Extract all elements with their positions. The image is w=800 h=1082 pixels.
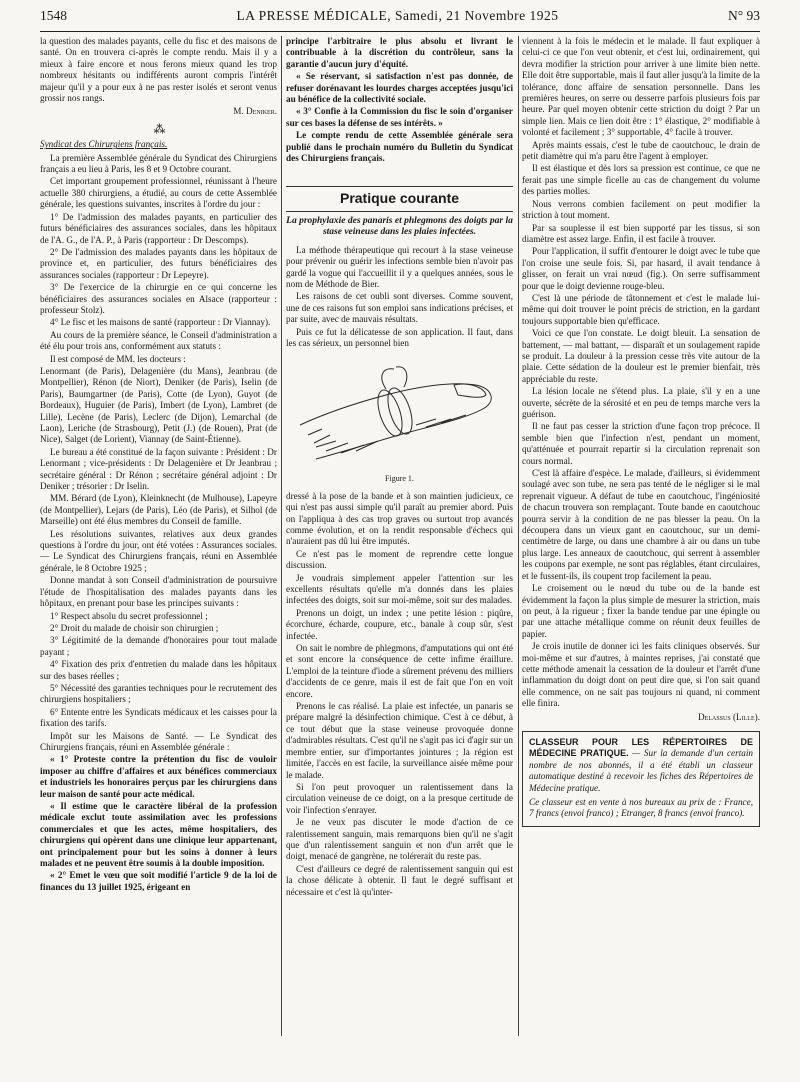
paragraph: Cet important groupement professionnel, réunissant à l'heure actuelle 380 chirurgiens, a étudié, au cours de cette Assemblée générale, les questions suivantes, inscrites à l'ordre du jour :: [40, 176, 277, 210]
paragraph: « 2° Emet le vœu que soit modifié l'article 9 de la loi de finances du 13 juillet 1925, érigeant en: [40, 870, 277, 892]
article-title: La prophylaxie des panaris et phlegmons des doigts par la stase veineuse dans les plaies infectées.: [286, 215, 513, 238]
paragraph: Le compte rendu de cette Assemblée générale sera publié dans le prochain numéro du Bulletin du Syndicat des Chirurgiens français.: [286, 130, 513, 164]
paragraph: « Il estime que le caractère libéral de la profession médicale exclut toute assimilation avec les professions commerciales et que les actes, même hospitaliers, des chirurgiens qui opèrent dans une clinique leur appartenant, ont principalement pour but les soins à donner à leurs malades et ne peuvent être soumis à la double imposition.: [40, 801, 277, 869]
paragraph: Voici ce que l'on constate. Le doigt bleuit. La sensation de battement, — mal battant, — disparaît et un soulagement rapide se produit. La douleur à la pression cesse très vite autour de la plaie. Cette sédation de la douleur est le premier bienfait, très appréciable du reste.: [522, 328, 760, 384]
paragraph: La lésion locale ne s'étend plus. La plaie, s'il y en a une ouverte, sécrète de la sérosité et en peu de temps marche vers la guérison.: [522, 386, 760, 419]
paragraph: Les résolutions suivantes, relatives aux deux grandes questions à l'ordre du jour, ont été votées : Assurances sociales. — Le Syndicat des Chirurgiens français, réuni en Assemblée générale, le 8 Octobre 1925 ;: [40, 528, 277, 573]
notice-title: CLASSEUR POUR LES RÉPERTOIRES DE MÉDECINE PRATIQUE.: [529, 736, 753, 759]
paragraph: Je ne veux pas discuter le mode d'action de ce ralentissement sanguin, mais remarquons bien qu'il ne s'agit que d'un ralentissement sanguin et non d'un arrêt que le doigt, menacé de gangrène, ne tolérerait du reste pas.: [286, 817, 513, 862]
notice-box: [522, 731, 760, 827]
asterism-divider: ⁂: [153, 121, 164, 136]
paragraph: Nous verrons combien facilement on peut modifier la striction à tout moment.: [522, 198, 760, 221]
paragraph: Puis ce fut la délicatesse de son application. Il faut, dans les cas sérieux, un personnel bien: [286, 326, 513, 348]
paragraph: « Se réservant, si satisfaction n'est pas donnée, de refuser dorénavant les lourdes charges acceptées jusqu'ici au bénéfice de la collectivité sociale.: [286, 71, 513, 105]
paragraph: On sait le nombre de phlegmons, d'amputations qui ont été et sont encore la conséquence de cette infime éraillure. L'emploi de la teinture d'iode a sûrement prévenu des milliers d'accidents de ce genre, mais il est de fait que l'on en voit encore.: [286, 643, 513, 699]
agenda-item: 2° De l'admission des malades payants dans les hôpitaux de province et, en particulier, des futurs bénéficiaires des assurances sociales (rapporteur : Dr Lepeyre).: [40, 246, 277, 280]
paragraph: Les raisons de cet oubli sont diverses. Comme souvent, une de ces raisons fut son emploi sans indications précises, et par suite, avec de mauvais résultats.: [286, 291, 513, 325]
finger-with-tube-icon: [286, 355, 513, 471]
figure-finger-illustration: [286, 355, 513, 471]
paragraph: C'est là une période de tâtonnement et c'est le malade lui-même qui doit trouver le point précis de striction, en la gardant toujours supportable bien qu'efficace.: [522, 292, 760, 326]
column-1: [40, 36, 277, 894]
paragraph: viennent à la fois le médecin et le malade. Il faut expliquer à celui-ci ce que l'on veut obtenir, et c'est lui, ordinairement, qui devra modifier la striction pour arriver à une limite bien nette. Elle doit être supportable, mais il faut aller jusqu'à la limite de la tolérance, donc affaire de sensation personnelle. Dans les premières heures, on serre ou desserre parfois plusieurs fois par heure. Par quel moyen obtenir cette striction du doigt ? Par un simple lien. Mais ce lien doit être : 1° élastique, 2° modifiable à volonté et facilement ; 3° supportable, 4° facile à trouver.: [522, 36, 760, 138]
section-title: Pratique courante: [286, 186, 513, 211]
paragraph: La première Assemblée générale du Syndicat des Chirurgiens français a eu lieu à Paris, les 8 et 9 Octobre courant.: [40, 152, 277, 175]
column-2: [286, 36, 513, 899]
paragraph: MM. Bérard (de Lyon), Kleinknecht (de Mulhouse), Lapeyre (de Montpellier), Lejars (de Paris), Léo (de Paris), et Silhol (de Marseille) ont été élus membres du Conseil de famille.: [40, 493, 277, 527]
paragraph: Il ne faut pas cesser la striction d'une façon trop précoce. Il semble bien que l'infection n'est, pendant un moment, qu'atténuée et pourrait repartir si la circulation reprenait son cours normal.: [522, 421, 760, 466]
paragraph: Par sa souplesse il est bien supporté par les tissus, si son diamètre est assez large. Enfin, il est facile à trouver.: [522, 222, 760, 244]
paragraph: Si l'on peut provoquer un ralentissement dans la circulation veineuse de ce doigt, on a la presque certitude de voir l'infection s'enrayer.: [286, 781, 513, 815]
paragraph: La méthode thérapeutique qui recourt à la stase veineuse pour prévenir ou guérir les infections semble bien n'avoir pas gardé la vogue qui l'accueillit il y a quelques années, sous le nom de Méthode de Bier.: [286, 244, 513, 289]
paragraph: la question des malades payants, celle du fisc et des maisons de santé. On en trouvera ci-après le compte rendu. Mais il y a mieux à faire encore et nous ferons mieux quand les trop nombreux hésitants ou indifférents auront compris l'intérêt majeur qu'il y a pour eux à ne pas rester isolés et seront venus grossir nos rangs.: [40, 36, 277, 104]
paragraph: principe l'arbitraire le plus absolu et livrant le contribuable à la discrétion du contrôleur, sans la garantie d'aucun jury d'équité.: [286, 36, 513, 69]
section-heading: Syndicat des Chirurgiens français.: [40, 139, 168, 150]
author-signature: M. Deniker.: [233, 106, 277, 117]
paragraph: C'est d'ailleurs ce degré de ralentissement sanguin qui est la chose délicate à obtenir. Il faut le degré suffisant et nécessaire et c'est là qu'inter-: [286, 863, 513, 897]
paragraph: Je crois inutile de donner ici les faits cliniques observés. Sur moi-même et sur d'autres, à maintes reprises, j'ai constaté que cette méthode amenait la cessation de la douleur et l'arrêt d'une inflammation du doigt dont on peut dire que, si l'on sait quand elle commence, on ne sait pas toujours ni quand, ni comment elle finira.: [522, 641, 760, 709]
paragraph: Le croisement ou le nœud du tube ou de la bande est évidemment la façon la plus simple de mesurer la striction, mais on peut, à la rigueur ; fixer la bande tendue par une épingle ou par une attache métallique comme on réunit deux feuilles de papier.: [522, 583, 760, 639]
notice-price: Ce classeur est en vente à nos bureaux au prix de : France, 7 francs (envoi franco) ; Etranger, 8 francs (envoi franco).: [529, 797, 753, 819]
column-rule: [281, 36, 282, 1036]
paragraph: C'est là affaire d'espèce. Le malade, d'ailleurs, si évidemment soulagé avec son tube, ne sera pas tenté de le négliger si le mal reprenait vigueur. A défaut de tube en caoutchouc, l'ingéniosité de chacun trouvera son remplaçant. Toute bande en caoutchouc pourra servir à la condition de ne pas blesser la peau. On la découpera dans un vieux gant en caoutchouc, sur un demi-centimètre de large, ou dans une chambre à air ou dans un tube plus large. Les anneaux de caoutchouc, qui serrent à assembler les coupons par exemple, ne sont pas réglables, étant circulaires, et le fussent-ils, ils coupent trop facilement la peau.: [522, 468, 760, 581]
author-signature: Delassus (Lille).: [698, 711, 760, 722]
resolution-item: 6° Entente entre les Syndicats médicaux et les caisses pour la fixation des tarifs.: [40, 706, 277, 729]
resolution-item: 4° Fixation des prix d'entretien du malade dans les hôpitaux sur des bases réelles ;: [40, 659, 277, 681]
paragraph: « 1° Proteste contre la prétention du fisc de vouloir imposer au chiffre d'affaires et aux bénéfices commerciaux et industriels les honoraires perçus par les chirurgiens dans leur maison de santé pour acte médical.: [40, 754, 277, 799]
paragraph: Pour l'application, il suffit d'entourer le doigt avec le tube que l'on croise une seule fois. Si, par hasard, il avait tendance à glisser, on ferait un vrai nœud (fig.). On serre suffisamment pour que le doigt devienne rouge-bleu.: [522, 246, 760, 291]
paragraph: Il est composé de MM. les docteurs :: [50, 353, 186, 364]
paragraph: Il est élastique et dès lors sa pression est continue, ce que ne ferait pas une simple ficelle au cas de changement du volume des parties molles.: [522, 163, 760, 197]
paragraph: Prenons le cas réalisé. La plaie est infectée, un panaris se prépare malgré la désinfection chimique. C'est à ce début, à ce tout début que la stase veineuse provoquée donne d'admirables résultats. C'est qu'il ne s'agit pas ici d'agir sur un membre entier, sur d'importantes jointures ; la région est limitée, l'accès en est facile, la surveillance aisée même pour le malade.: [286, 701, 513, 780]
agenda-item: 4° Le fisc et les maisons de santé (rapporteur : Dr Viannay).: [50, 317, 271, 328]
paragraph: Je voudrais simplement appeler l'attention sur les excellents résultats qu'elle m'a donnés dans les plaies infectées des doigts, soit sur moi-même, soit sur des malades.: [286, 572, 513, 606]
column-rule: [518, 36, 519, 1036]
journal-title: LA PRESSE MÉDICALE: [236, 8, 388, 23]
resolution-item: 3° Légitimité de la demande d'honoraires pour tout malade payant ;: [40, 635, 277, 657]
resolution-item: 2° Droit du malade de choisir son chirurgien ;: [50, 622, 219, 633]
paragraph: Prenons un doigt, un index ; une petite lésion : piqûre, écorchure, écharde, coupure, etc., banale à coup sûr, s'est infectée.: [286, 607, 513, 641]
paragraph: Ce n'est pas le moment de reprendre cette longue discussion.: [286, 548, 513, 571]
paragraph: « 3° Confie à la Commission du fisc le soin d'organiser sur ces bases la défense de ses intérêts. »: [286, 106, 513, 128]
notice-text: — Sur la demande d'un certain nombre de nos abonnés, il a été établi un classeur automatique destiné à recevoir les fiches des Répertoires de Médecine pratique.: [529, 748, 753, 793]
resolution-item: 5° Nécessité des garanties techniques pour le recrutement des chirurgiens hospitaliers ;: [40, 682, 277, 705]
paragraph: Impôt sur les Maisons de Santé. — Le Syndicat des Chirurgiens français, réuni en Assemblée générale :: [40, 730, 277, 752]
issue-number: N° 93: [727, 8, 760, 23]
paragraph: dressé à la pose de la bande et à son maintien judicieux, ce qui n'est pas aussi simple qu'il paraît au premier abord. Puis on l'appliqua à des cas trop graves ou surtout trop avancés comme évolution, et on la rendit responsable d'échecs qui n'auraient pas dû lui être imputés.: [286, 490, 513, 547]
agenda-item: 3° De l'exercice de la chirurgie en ce qui concerne les bénéficiaires des assurances sociales en Alsace (rapporteur : professeur Stolz).: [40, 282, 277, 315]
paragraph: Au cours de la première séance, le Conseil d'administration a été élu pour trois ans, conformément aux statuts :: [40, 329, 277, 352]
page-header: [40, 8, 760, 32]
paragraph: Après maints essais, c'est le tube de caoutchouc, le drain de petit diamètre qui m'a paru être l'agent à employer.: [522, 139, 760, 162]
column-3: [522, 36, 760, 827]
agenda-item: 1° De l'admission des malades payants, en particulier des futurs bénéficiaires des assurances sociales, dans les hôpitaux de l'A. G., de l'A. P., à Paris (rapporteur : Dr Descomps).: [40, 211, 277, 245]
paragraph: Donne mandat à son Conseil d'administration de poursuivre l'étude de l'hospitalisation des malades payants dans les hôpitaux, en prenant pour base les principes suivants :: [40, 575, 277, 609]
members-list: Lenormant (de Paris), Delagenière (du Mans), Jeanbrau (de Montpellier), Rénon (de Niort), Deniker (de Paris), Iselin (de Paris), Baumgartner (de Paris), Cotte (de Lyon), Guyot (de Bordeaux), Huguier (de Paris), Imbert (de Lyon), Lambret (de Lille), Lecène (de Paris), Leclerc (de Dijon), Lemarchal (de Laon), Leriche (de Strasbourg), Petit (J.) (de Rouen), Prat (de Nice), Salget (de Lorient), Viannay (de Saint-Étienne).: [40, 365, 277, 445]
page-number: 1548: [40, 8, 67, 23]
issue-date: Samedi, 21 Novembre 1925: [395, 8, 559, 23]
paragraph: Le bureau a été constitué de la façon suivante : Président : Dr Lenormant ; vice-présidents : Dr Delagenière et Dr Jeanbrau ; secrétaire général : Dr Rénon ; secrétaire général adjoint : Dr Deniker ; trésorier : Dr Iselin.: [40, 446, 277, 492]
journal-masthead: LA PRESSE MÉDICALE, Samedi, 21 Novembre 1925: [236, 8, 559, 23]
resolution-item: 1° Respect absolu du secret professionnel ;: [50, 610, 208, 621]
figure-caption: Figure 1.: [385, 474, 414, 484]
